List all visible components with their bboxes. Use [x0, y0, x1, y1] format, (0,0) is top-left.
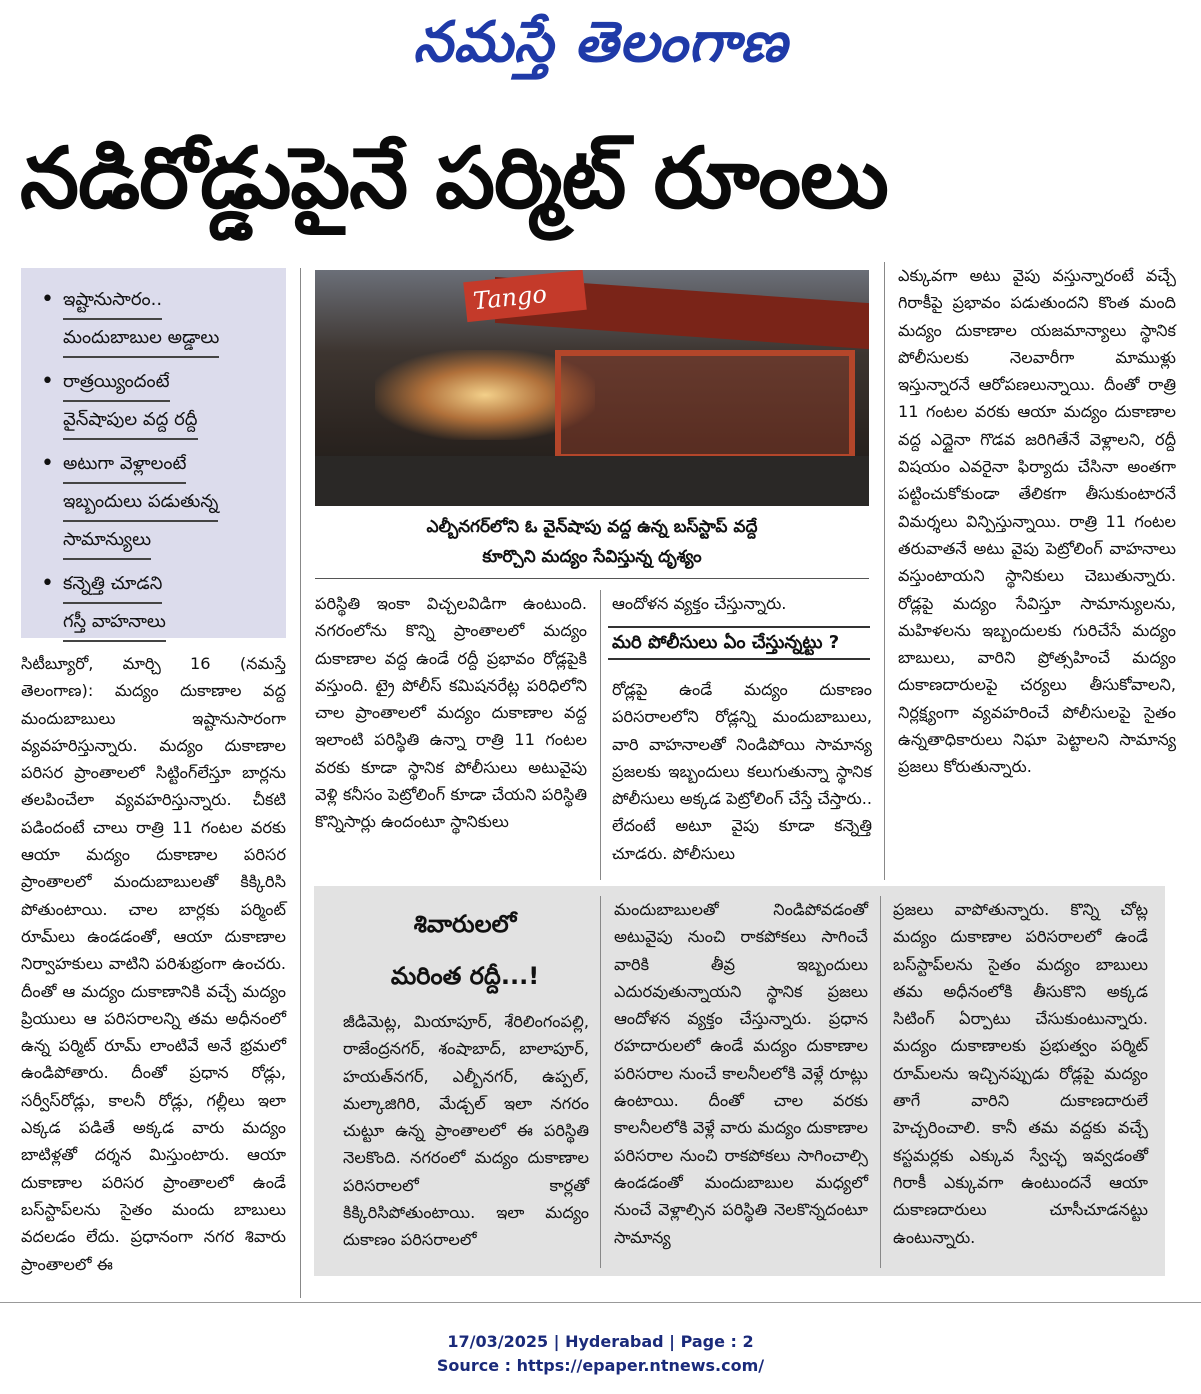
highlight-item — [41, 282, 272, 358]
bullet-icon: • — [41, 287, 54, 312]
sidebar-column-3 — [893, 896, 1148, 1251]
highlight-line: వైన్‌షాపుల వద్ద రద్దీ — [63, 402, 198, 440]
sidebar-column-2 — [614, 896, 868, 1251]
article-text: పరిస్థితి ఇంకా విచ్చలవిడిగా ఉంటుంది. నగరంలోను కొన్ని ప్రాంతాలలో మద్యం దుకాణాల వద్ద ఉండే రద్దీ ప్రభావం రోడ్లపైకి వస్తుంది. ట్రై పోలీస్ కమిషనరేట్ల పరిధిలోని చాల ప్రాంతాలలో మద్యం దుకాణాల వద్ద ఇలాంటి పరిస్థితి ఉన్నా రాత్రి 11 గంటల వరకు కూడా స్థానిక పోలీసులు అటువైపు వెళ్లి కనీసం పెట్రోలింగ్ కూడా చేయని పరిస్థితి కొన్నిసార్లు ఉందంటూ స్థానికులు — [315, 594, 587, 832]
caption-line: ఎల్బీనగర్‌లోని ఓ వైన్‌షాపు వద్ద ఉన్న బస్‌స్టాప్ వద్దే — [426, 517, 758, 537]
column-divider — [884, 262, 885, 880]
highlight-line: ఇష్టానుసారం.. — [63, 282, 162, 320]
highlight-line: మందుబాబుల అడ్డాలు — [63, 320, 219, 358]
footer-date-page: 17/03/2025 | Hyderabad | Page : 2 — [447, 1332, 754, 1351]
article-column-4 — [898, 262, 1176, 781]
highlight-item — [41, 446, 272, 560]
highlight-item — [41, 566, 272, 642]
article-text: రోడ్లపై ఉండే మద్యం దుకాణం పరిసరాలలోని రోడ్లన్ని మందుబాబులు, వారి వాహనాలతో నిండిపోయి సామాన్య ప్రజలకు ఇబ్బందులు కలుగుతున్నా స్థానిక పోలీసులు అక్కడ పెట్రోలింగ్ చేస్తే చేస్తారు.. లేదంటే అటూ వైపు కూడా కన్నెత్తి చూడరు. పోలీసులు — [612, 680, 872, 863]
sidebar-text: జీడిమెట్ల, మియాపూర్, శేరిలింగంపల్లి, రాజేంద్రనగర్, శంషాబాద్, బాలాపూర్, హయత్‌నగర్, ఎల్బీనగర్, ఉప్పల్, మల్కాజిగిరి, మేడ్చల్ ఇలా నగరం చుట్టూ ఉన్న ప్రాంతాలలో ఈ పరిస్థితి నెలకొంది. నగరంలో మద్యం దుకాణాల పరిసరాలలో కార్లతో కిక్కిరిసిపోతుంటాయి. ఇలా మద్యం దుకాణం పరిసరాలలో — [343, 1012, 589, 1250]
highlight-line: ఇబ్బందులు పడుతున్న — [63, 484, 218, 522]
article-headline: నడిరోడ్డుపైనే పర్మిట్ రూంలు — [20, 129, 888, 227]
caption-divider — [315, 578, 869, 579]
shop-sign: Tango — [463, 270, 587, 322]
highlight-line: గస్తీ వాహనాలు — [63, 604, 166, 642]
bullet-icon: • — [41, 369, 54, 394]
footer-divider — [0, 1302, 1201, 1303]
section-subheading: మరి పోలీసులు ఏం చేస్తున్నట్టు ? — [608, 626, 870, 660]
sidebar-text: ప్రజలు వాపోతున్నారు. కొన్ని చోట్ల మద్యం దుకాణాల పరిసరాలలో ఉండే బస్‌స్టాప్‌లను సైతం మద్యం బాబులు తమ అధీనంలోకి తీసుకొని అక్కడ సిటింగ్ ఏర్పాటు చేసుకుంటున్నారు. మద్యం దుకాణాలకు ప్రభుత్వం పర్మిట్ రూమ్‌లను ఇచ్చినప్పుడు రోడ్లపై మద్యం తాగే వారిని దుకాణదారులే హెచ్చరించాలి. కానీ తమ వద్దకు వచ్చే కస్టమర్లకు ఎక్కువ స్వేచ్ఛ ఇవ్వడంతో గిరాకీ ఎక్కువగా ఉంటుందనే ఆయా దుకాణదారులు చూసీచూడనట్టు ఉంటున్నారు. — [893, 900, 1148, 1247]
box-column-divider — [600, 896, 601, 1268]
article-column-2 — [315, 590, 587, 836]
box-column-divider — [880, 896, 881, 1268]
bullet-icon: • — [41, 571, 54, 596]
highlights-box — [21, 268, 286, 638]
article-column-3 — [612, 676, 872, 867]
highlight-item — [41, 364, 272, 440]
article-text: ఎక్కువగా అటు వైపు వస్తున్నారంటే వచ్చే గిరాకీపై ప్రభావం పడుతుందని కొంత మంది మద్యం దుకాణాల యజమాన్యాలు స్థానిక పోలీసులకు నెలవారీగా మాముళ్లు ఇస్తున్నారనే ఆరోపణలున్నాయి. దీంతో రాత్రి 11 గంటల వరకు ఆయా మద్యం దుకాణాల వద్ద ఎద్దైనా గొడవ జరిగితేనే వెళ్లాలని, రద్దీ విషయం ఎవరైనా ఫిర్యాదు చేసినా అంతగా పట్టించుకోకుండా తేలికగా తీసుకుంటారనే విమర్శలు విన్పిస్తున్నాయి. రాత్రి 11 గంటల తరువాతనే అటు వైపు పెట్రోలింగ్ వాహనాలు వస్తుంటాయని స్థానికులు చెబుతున్నారు. రోడ్లపై మద్యం సేవిస్తూ సామాన్యులను, మహిళలను ఇబ్బందులకు గురిచేసే మద్యం బాబులు, వారిని ప్రోత్సహించే మద్యం దుకాణదారులపై చర్యలు తీసుకోవాలని, నిర్లక్ష్యంగా వ్యవహరించే పోలీసులపై సైతం ఉన్నతాధికారులు నిఘా పెట్టాలని సామాన్య ప్రజలు కోరుతున్నారు. — [898, 266, 1176, 777]
bullet-icon: • — [41, 451, 54, 476]
news-photo — [315, 270, 869, 506]
article-column-3-top — [612, 590, 872, 617]
photo-road — [315, 456, 869, 506]
footer-source-link[interactable]: Source : https://epaper.ntnews.com/ — [436, 1356, 765, 1375]
sidebar-story-title — [340, 898, 590, 1002]
photo-bus-shelter — [555, 350, 855, 460]
highlight-line: సామాన్యులు — [63, 522, 151, 560]
article-text: సిటీబ్యూరో, మార్చి 16 (నమస్తే తెలంగాణ): మద్యం దుకాణాల వద్ద మందుబాబులు ఇష్టానుసారంగా వ్యవహరిస్తున్నారు. మద్యం దుకాణాల పరిసర ప్రాంతాలలో సిట్టింగ్‌లేస్తూ బార్లను తలపించేలా వ్యవహరిస్తున్నారు. చీకటి పడిందంటే చాలు రాత్రి 11 గంటల వరకు ఆయా మద్యం దుకాణాల పరిసర ప్రాంతాలలో మందుబాబులతో కిక్కిరిసి పోతుంటాయి. చాల బార్లకు పర్మింట్ రూమ్‌లు ఉండడంతో, ఆయా దుకాణాల నిర్వాహకులు వాటిని పరిశుభ్రంగా ఉంచరు. దీంతో ఆ మద్యం దుకాణానికి వచ్చే మద్యం ప్రియులు ఆ పరిసరాలన్ని తమ అధీనంలో ఉన్న పర్మిట్ రూమ్ లాంటివే అనే భ్రమలో ఉండిపోతారు. దీంతో ప్రధాన రోడ్లు, సర్వీస్‌రోడ్లు, కాలనీ రోడ్లు, గల్లీలు ఇలా ఎక్కడ పడితే అక్కడ వారు మద్యం బాటిళ్లతో దర్శన మిస్తుంటారు. ఆయా దుకాణాల పరిసర ప్రాంతాలలో ఉండే బస్‌స్టాప్‌లను సైతం మందు బాబులు వదలడం లేదు. ప్రధానంగా నగర శివారు ప్రాంతాలలో ఈ — [21, 654, 286, 1274]
highlight-line: కన్నెత్తి చూడని — [63, 566, 162, 604]
caption-line: కూర్చొని మద్యం సేవిస్తున్న దృశ్యం — [482, 547, 702, 567]
article-column-1 — [21, 650, 286, 1278]
sidebar-text: మందుబాబులతో నిండిపోవడంతో అటువైపు నుంచి రాకపోకలు సాగించే వారికి తీవ్ర ఇబ్బందులు ఎదురవుతున్నాయని స్థానిక ప్రజలు ఆందోళన వ్యక్తం చేస్తున్నారు. ప్రధాన రహదారులలో ఉండే మద్యం దుకాణాల పరిసరాల నుంచే కాలనీలలోకి వెళ్లే రూట్లు ఉంటాయి. దీంతో చాల వరకు కాలనీలలోకి వెళ్లే వారు మద్యం దుకాణాల పరిసరాల నుంచి రాకపోకలు సాగించాల్సి ఉండడంతో మందుబాబుల మధ్యలో నుంచే వెళ్లాల్సిన పరిస్థితి నెలకొన్నదంటూ సామాన్య — [614, 900, 868, 1247]
sidebar-title-line: మరింత రద్దీ...! — [390, 962, 540, 990]
highlight-line: రాత్రయ్యిందంటే — [63, 364, 170, 402]
sidebar-column-1 — [343, 1008, 589, 1254]
photo-caption — [315, 512, 869, 572]
sidebar-title-line: శివారులలో — [413, 910, 517, 938]
newspaper-masthead: నమస్తే తెలంగాణ — [413, 10, 788, 75]
column-divider — [300, 268, 301, 1298]
article-text: ఆందోళన వ్యక్తం చేస్తున్నారు. — [612, 594, 787, 613]
highlight-line: అటుగా వెళ్లాలంటే — [63, 446, 186, 484]
page-footer — [0, 1330, 1201, 1378]
column-divider — [600, 590, 601, 880]
